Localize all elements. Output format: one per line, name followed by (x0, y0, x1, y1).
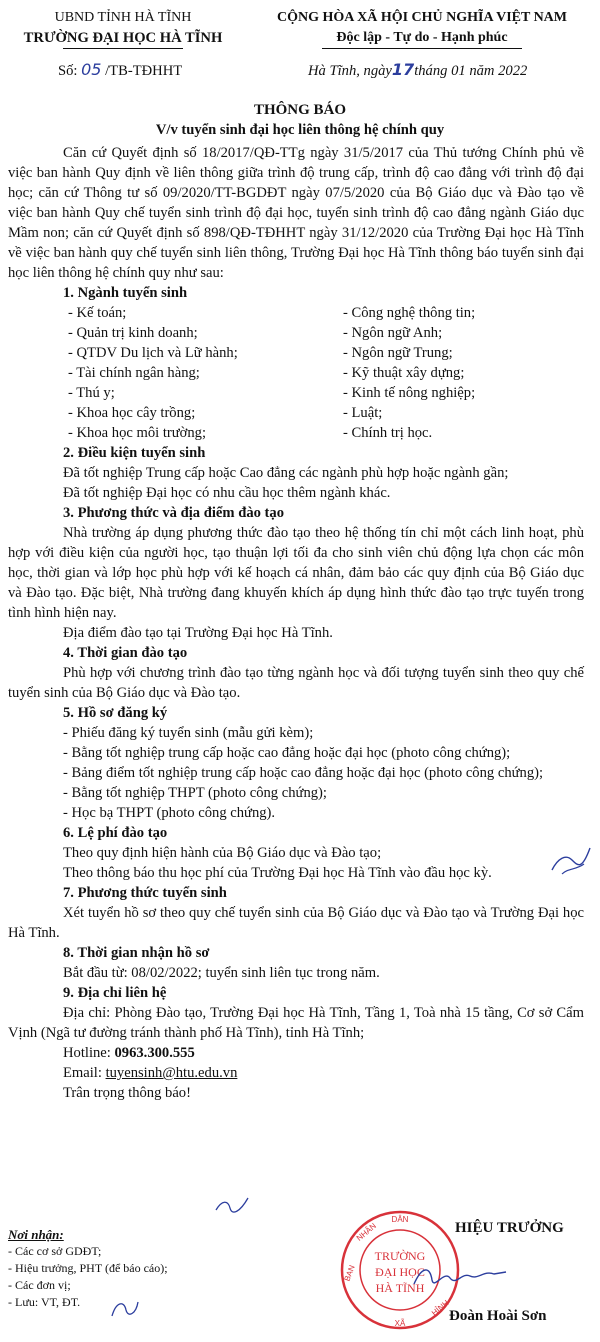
email-link[interactable]: tuyensinh@htu.edu.vn (105, 1065, 238, 1081)
list-item: - Bằng tốt nghiệp trung cấp hoặc cao đẳng hoặc đại học (photo công chứng); (63, 745, 511, 761)
major-list-left (68, 303, 328, 443)
intro-paragraph: Căn cứ Quyết định số 18/2017/QĐ-TTg ngày 31/5/2017 của Thủ tướng Chính phủ về việc ban hành Quy định về liên thông giữa trình độ trung cấp, trình độ cao đẳng với trình độ đại học; căn cứ Thông tư số 09/2020/TT-BGDĐT ngày 07/5/2020 của Bộ Giáo dục và Đào tạo về việc ban hành Quy chế tuyển sinh trình độ đại học, tuyển sinh trình độ cao đẳng ngành Giáo dục Mầm non; căn cứ Quyết định số 898/QĐ-TĐHHT ngày 31/12/2020 của Trường Đại học Hà Tĩnh về việc ban hành quy chế tuyển sinh liên thông, Trường Đại học Hà Tĩnh thông báo tuyển sinh đại học liên thông hệ chính quy như sau: (8, 145, 584, 281)
section-6-line: Theo quy định hiện hành của Bộ Giáo dục và Đào tạo; (63, 845, 382, 861)
date-day: 17 (391, 60, 415, 79)
list-item: - Chính trị học. (343, 425, 433, 441)
list-item: - Quản trị kinh doanh; (68, 325, 198, 341)
stamp-line: HÀ TĨNH (375, 1281, 425, 1295)
document-subtitle: V/v tuyển sinh đại học liên thông hệ chính quy (155, 122, 445, 138)
national-title: CỘNG HÒA XÃ HỘI CHỦ NGHĨA VIỆT NAM (276, 10, 567, 25)
stamp-ring-text: HỈNH (430, 1298, 451, 1318)
major-list (8, 303, 584, 443)
section-9-title: 9. Địa chỉ liên hệ (63, 985, 167, 1001)
list-item: - Học bạ THPT (photo công chứng). (63, 805, 276, 821)
stamp-line: TRƯỜNG (374, 1249, 426, 1263)
signer-signature (410, 1262, 510, 1292)
contact-email (8, 1063, 584, 1083)
stamp-ring-text: XÃ (394, 1319, 406, 1328)
list-item: - Kế toán; (68, 305, 127, 321)
section-7-title: 7. Phương thức tuyển sinh (63, 885, 227, 901)
list-item: - Thú y; (68, 385, 115, 401)
list-item: - Kỹ thuật xây dựng; (343, 365, 465, 381)
list-item: - Các đơn vị; (8, 1278, 71, 1292)
signer-title: HIỆU TRƯỞNG (455, 1220, 564, 1236)
list-item: - Phiếu đăng ký tuyển sinh (mẫu gửi kèm); (63, 725, 314, 741)
list-item: - Bảng điểm tốt nghiệp trung cấp hoặc cao đẳng hoặc đại học (photo công chứng); (63, 765, 544, 781)
section-1-title: 1. Ngành tuyển sinh (63, 285, 188, 301)
document-body (8, 143, 584, 1103)
section-3-title: 3. Phương thức và địa điểm đào tạo (63, 505, 285, 521)
section-4-paragraph: Phù hợp với chương trình đào tạo từng ngành học và đối tượng tuyển sinh theo quy chế tuyển sinh của Bộ Giáo dục và Đào tạo. (8, 665, 584, 701)
document-number-prefix: Số: (58, 63, 82, 79)
stamp-ring-text: DÂN (391, 1215, 409, 1224)
major-list-right (343, 303, 593, 443)
document-date (308, 60, 527, 81)
section-2-line: Đã tốt nghiệp Trung cấp hoặc Cao đẳng các ngành phù hợp hoặc ngành gần; (63, 465, 509, 481)
margin-initial-mark (548, 840, 594, 886)
document-title: THÔNG BÁO (253, 102, 347, 118)
issuer-header (8, 8, 238, 49)
recipients-heading: Nơi nhận: (8, 1227, 64, 1242)
list-item: - Bằng tốt nghiệp THPT (photo công chứng); (63, 785, 327, 801)
hotline-number: 0963.300.555 (114, 1045, 195, 1061)
list-item: - Lưu: VT, ĐT. (8, 1295, 81, 1309)
email-label: Email: (63, 1065, 106, 1081)
section-6-line: Theo thông báo thu học phí của Trường Đại học Hà Tĩnh vào đầu học kỳ. (63, 865, 492, 881)
section-2-title: 2. Điều kiện tuyển sinh (63, 445, 206, 461)
stamp-ring-text: BAN (342, 1263, 357, 1283)
list-item: - Khoa học cây trồng; (68, 405, 196, 421)
stamp-line: ĐẠI HỌC (375, 1265, 425, 1279)
section-3-paragraph: Nhà trường áp dụng phương thức đào tạo theo hệ thống tín chỉ một cách linh hoạt, phù hợp với điều kiện của người học, tạo thuận lợi tối đa cho sinh viên chủ động lựa chọn các môn học, thời gian và lớp học phù hợp với kế hoạch cá nhân, đảm bảo các quy định của Bộ Giáo dục và Đào tạo. Đặc biệt, Nhà trường đang khuyến khích áp dụng hình thức đào tạo trực tuyến trong tình hình hiện nay. (8, 525, 584, 621)
list-item: - Ngôn ngữ Anh; (343, 325, 443, 341)
list-item: - Hiệu trưởng, PHT (để báo cáo); (8, 1261, 168, 1275)
list-item: - Khoa học môi trường; (68, 425, 207, 441)
date-suffix: tháng 01 năm 2022 (414, 63, 528, 79)
section-8-title: 8. Thời gian nhận hồ sơ (63, 945, 210, 961)
national-motto: Độc lập - Tự do - Hạnh phúc (336, 30, 508, 45)
section-8-line: Bắt đầu từ: 08/02/2022; tuyển sinh liên tục trong năm. (63, 965, 380, 981)
list-item: - Luật; (343, 405, 383, 421)
list-item: - Các cơ sở GDĐT; (8, 1244, 102, 1258)
stamp-ring-text: NHÂN (354, 1221, 378, 1243)
list-item: - Công nghệ thông tin; (343, 305, 476, 321)
section-7-paragraph: Xét tuyển hồ sơ theo quy chế tuyển sinh của Bộ Giáo dục và Đào tạo và Trường Đại học Hà Tĩnh. (8, 905, 584, 941)
contact-address: Địa chỉ: Phòng Đào tạo, Trường Đại học Hà Tĩnh, Tầng 1, Toà nhà 15 tầng, Cơ sở Cẩm Vịnh (Ngã tư đường tránh thành phố Hà Tĩnh), tỉnh Hà Tĩnh; (8, 1005, 584, 1041)
signer-name: Đoàn Hoài Sơn (449, 1308, 547, 1324)
section-5-title: 5. Hồ sơ đăng ký (63, 705, 168, 721)
document-number-value: 05 (81, 60, 102, 79)
section-2-line: Đã tốt nghiệp Đại học có nhu cầu học thêm ngành khác. (63, 485, 391, 501)
section-4-title: 4. Thời gian đào tạo (63, 645, 188, 661)
document-number (58, 60, 182, 81)
recipients-initial-mark (108, 1296, 142, 1322)
section-3-location: Địa điểm đào tạo tại Trường Đại học Hà Tĩnh. (63, 625, 333, 641)
date-prefix: Hà Tĩnh, ngày (308, 63, 392, 79)
hotline-label: Hotline: (63, 1045, 115, 1061)
section-6-title: 6. Lệ phí đào tạo (63, 825, 168, 841)
issuer-underline (63, 48, 183, 49)
list-item: - QTDV Du lịch và Lữ hành; (68, 345, 238, 361)
document-number-suffix: /TB-TĐHHT (101, 63, 183, 79)
list-item: - Tài chính ngân hàng; (68, 365, 200, 381)
motto-underline (322, 48, 522, 49)
contact-hotline (8, 1043, 584, 1063)
issuer-line2: TRƯỜNG ĐẠI HỌC HÀ TĨNH (23, 30, 223, 46)
closing-line: Trân trọng thông báo! (63, 1085, 191, 1101)
national-header (248, 8, 596, 49)
issuer-line1: UBND TỈNH HÀ TĨNH (54, 10, 192, 25)
list-item: - Ngôn ngữ Trung; (343, 345, 453, 361)
list-item: - Kinh tế nông nghiệp; (343, 385, 476, 401)
closing-initial-mark (214, 1194, 250, 1216)
recipients-block (8, 1226, 168, 1311)
